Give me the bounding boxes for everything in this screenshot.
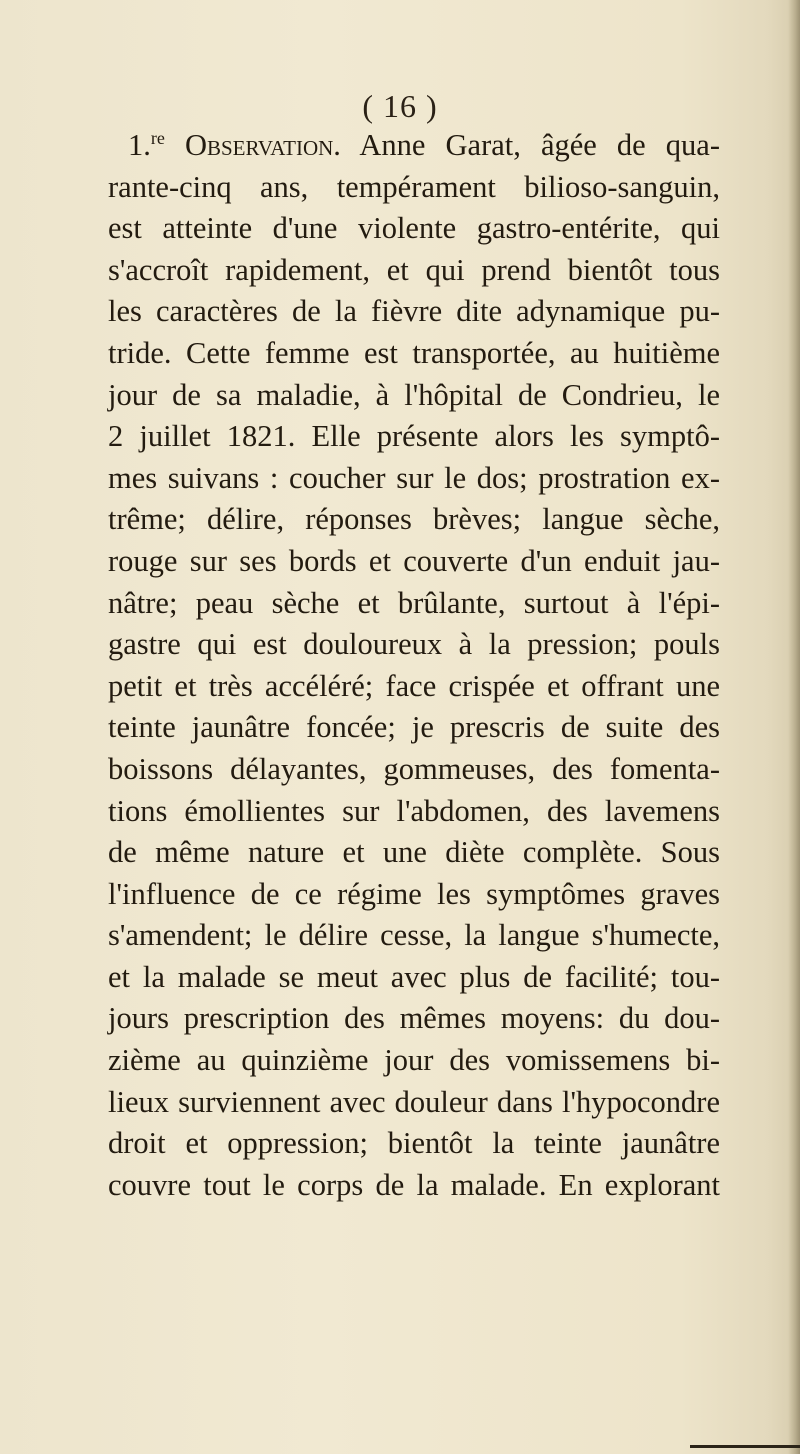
text-line-6: tride. Cette femme est transportée, au huitième <box>108 335 720 370</box>
text-line-16: boissons délayantes, gommeuses, des fomenta- <box>108 751 720 786</box>
observation-ordinal: 1. <box>128 128 151 162</box>
text-line-18: de même nature et une diète complète. Sous <box>108 835 720 870</box>
text-line-9: mes suivans : coucher sur le dos; prostration ex- <box>108 460 720 495</box>
observation-heading: Observation. <box>184 128 341 162</box>
text-line-10: trême; délire, réponses brèves; langue sèche, <box>108 502 720 537</box>
text-line-17: tions émollientes sur l'abdomen, des lavemens <box>108 793 720 828</box>
text-line-21: et la malade se meut avec plus de facilité; tou- <box>108 959 720 994</box>
text-line-15: teinte jaunâtre foncée; je prescris de suite des <box>108 710 720 745</box>
page-number: ( 16 ) <box>362 88 438 124</box>
text-line-4: s'accroît rapidement, et qui prend bientôt tous <box>108 252 720 287</box>
text-line-3: est atteinte d'une violente gastro-entérite, qui <box>108 211 720 246</box>
text-line-24: lieux surviennent avec douleur dans l'hypocondre <box>108 1084 720 1119</box>
bottom-rule <box>690 1445 800 1448</box>
text-line-8: 2 juillet 1821. Elle présente alors les symptô- <box>108 419 720 454</box>
text-line-1-rest: Anne Garat, âgée de qua- <box>359 128 721 162</box>
text-line-20: s'amendent; le délire cesse, la langue s'humecte, <box>108 918 720 953</box>
text-line-7: jour de sa maladie, à l'hôpital de Condrieu, le <box>108 377 720 412</box>
text-line-2: rante-cinq ans, tempérament bilioso-sanguin, <box>108 169 720 204</box>
text-line-25: droit et oppression; bientôt la teinte jaunâtre <box>108 1126 720 1161</box>
observation-paragraph <box>108 125 720 1206</box>
text-line-1 <box>108 125 720 167</box>
text-line-14: petit et très accéléré; face crispée et offrant une <box>108 668 720 703</box>
observation-ordinal-sup: re <box>150 128 165 148</box>
text-line-5: les caractères de la fièvre dite adynamique pu- <box>108 294 720 329</box>
text-line-26: couvre tout le corps de la malade. En explorant <box>108 1167 720 1202</box>
text-line-12: nâtre; peau sèche et brûlante, surtout à l'épi- <box>108 585 720 620</box>
text-line-13: gastre qui est douloureux à la pression; pouls <box>108 627 720 662</box>
text-line-19: l'influence de ce régime les symptômes graves <box>108 876 720 911</box>
text-line-11: rouge sur ses bords et couverte d'un enduit jau- <box>108 543 720 578</box>
text-line-23: zième au quinzième jour des vomissemens bi- <box>108 1043 720 1078</box>
text-line-22: jours prescription des mêmes moyens: du dou- <box>108 1001 720 1036</box>
page-edge-shadow <box>788 0 800 1454</box>
